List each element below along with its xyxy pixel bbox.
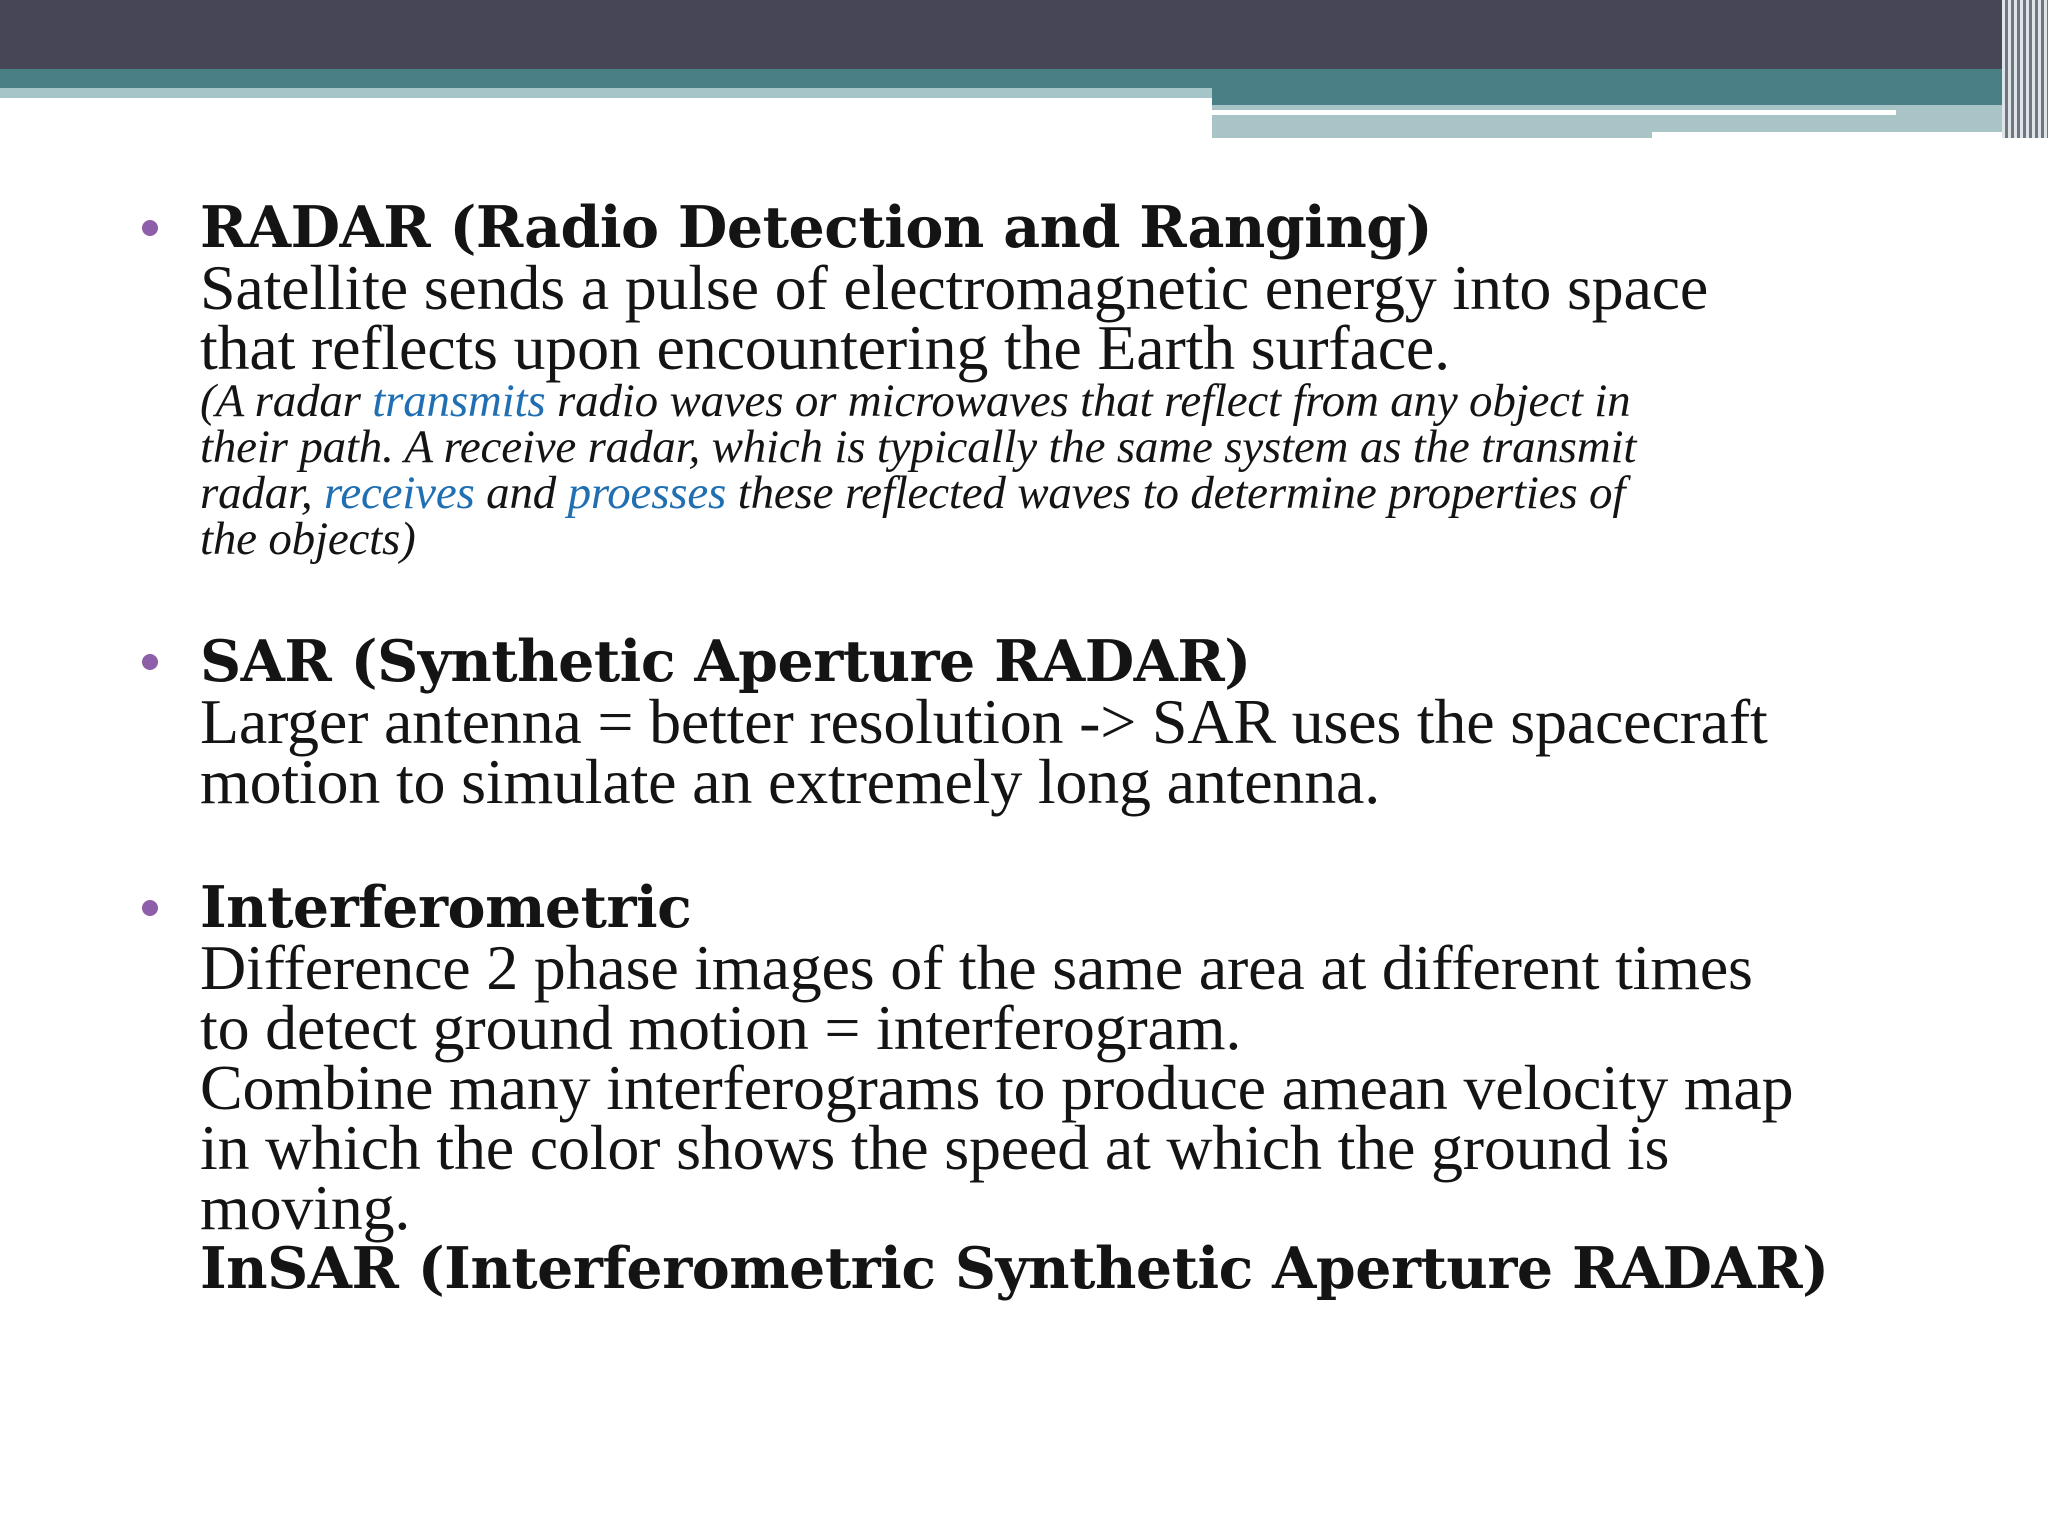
bullet-dot-icon — [142, 900, 158, 916]
note-highlight: proesses — [567, 467, 727, 519]
body-line: to detect ground motion = interferogram. — [200, 992, 1242, 1063]
note-text: radar, — [200, 467, 324, 519]
bullet-sar — [200, 628, 1960, 817]
note-highlight: receives — [323, 467, 475, 519]
note-text: (A radar — [200, 375, 373, 427]
bullet-heading: Interferometric — [200, 874, 692, 941]
bullet-heading: RADAR (Radio Detection and Ranging) — [200, 194, 1433, 261]
insar-heading: InSAR (Interferometric Synthetic Aperture RADAR) — [200, 1235, 1829, 1302]
note-line: their path. A receive radar, which is typically the same system as the transmit — [200, 421, 1637, 473]
bullet-interferometric — [200, 874, 1960, 1302]
bullet-heading: SAR (Synthetic Aperture RADAR) — [200, 628, 1251, 695]
note-text: and — [474, 467, 568, 519]
bullet-dot-icon — [142, 220, 158, 236]
note-text: radio waves or microwaves that reflect from any object in — [545, 375, 1631, 427]
note-line — [200, 467, 1960, 519]
body-line: that reflects upon encountering the Earth surface. — [200, 312, 1450, 383]
body-line: Combine many interferograms to produce amean velocity map — [200, 1052, 1794, 1123]
note-text: these reflected waves to determine properties of — [726, 467, 1626, 519]
body-line: in which the color shows the speed at which the ground is — [200, 1112, 1670, 1183]
body-line: moving. — [200, 1172, 411, 1243]
note-line — [200, 375, 1960, 427]
note-highlight: transmits — [372, 375, 546, 427]
body-line: Larger antenna = better resolution -> SAR uses the spacecraft — [200, 686, 1768, 757]
body-line: motion to simulate an extremely long antenna. — [200, 746, 1381, 817]
bullet-radar — [200, 194, 1960, 565]
body-line: Satellite sends a pulse of electromagnetic energy into space — [200, 252, 1709, 323]
body-line: Difference 2 phase images of the same area at different times — [200, 932, 1753, 1003]
bullet-dot-icon — [142, 654, 158, 670]
note-line: the objects) — [200, 513, 416, 565]
